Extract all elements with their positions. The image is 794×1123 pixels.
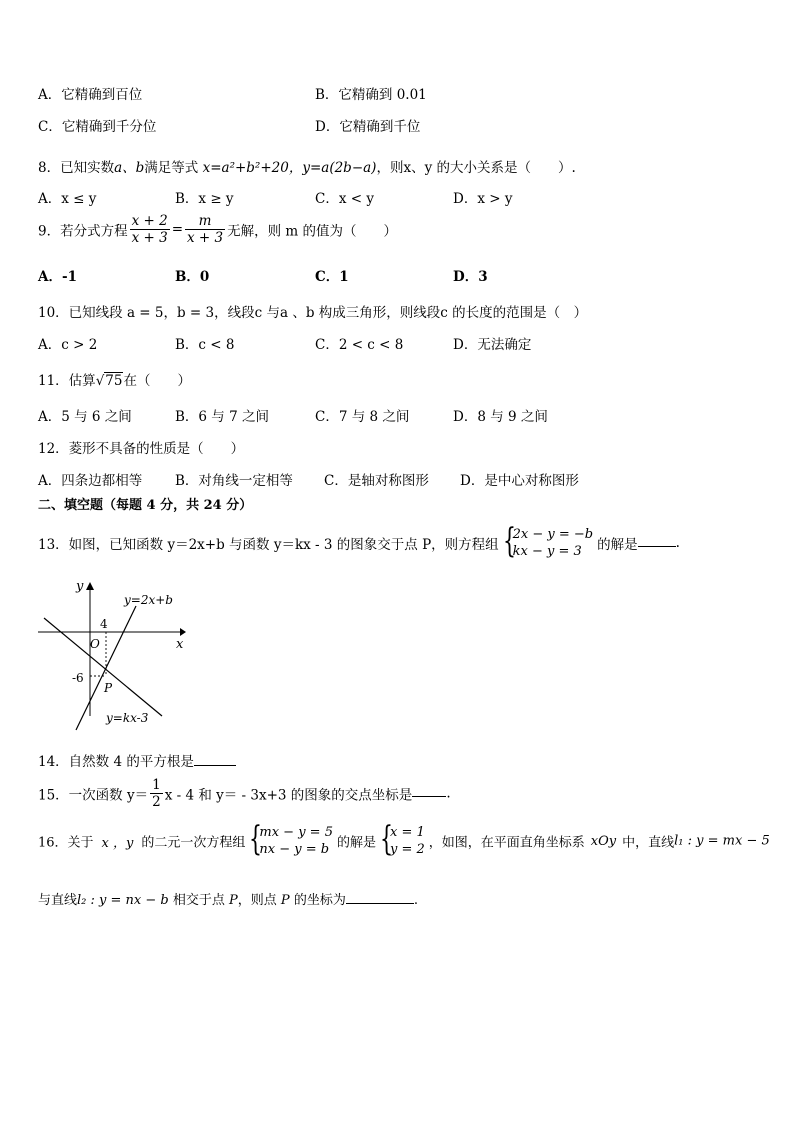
- coordinate-graph: [36, 576, 196, 736]
- q9-fraction-right: $\frac{m}{x + 3}$: [187, 213, 224, 246]
- q8-stem: 8．已知实数a、b满足等式 x=a²+b²+20，y=a(2b−a)，则x、y 的大小关系是（ ）.: [38, 160, 576, 176]
- label-y: y: [76, 579, 84, 594]
- answer-blank: [346, 902, 414, 904]
- q7-option-c: C．它精确到千分位: [38, 119, 157, 135]
- q9-option-a: A．-1: [38, 269, 77, 285]
- q15-stem: 15．一次函数 y＝ $\frac{1}{2}$ x - 4 和 y＝ - 3x+3 的图象的交点坐标是 .: [38, 777, 451, 810]
- label-line-1: y=2x+b: [124, 593, 173, 607]
- label-p: P: [104, 681, 113, 695]
- label-neg6: -6: [72, 671, 84, 685]
- q15-fraction: $\frac{1}{2}$: [152, 777, 161, 810]
- q8-option-a: A．x ≤ y: [38, 191, 97, 207]
- q13-equation-system: { 2x − y = −b kx − y = 3: [502, 521, 594, 561]
- q12-option-b: B．对角线一定相等: [175, 473, 293, 489]
- sqrt-symbol: √75: [95, 373, 123, 389]
- q11-option-d: D．8 与 9 之间: [453, 409, 548, 425]
- answer-blank: [638, 545, 676, 547]
- line-y-kx-3: [44, 618, 162, 716]
- label-x: x: [176, 637, 184, 652]
- q9-fraction-left: $\frac{x + 2}{x + 3}$: [131, 213, 168, 246]
- q13-stem: 13．如图，已知函数 y＝2x+b 与函数 y＝kx - 3 的图象交于点 P，则方程组 { 2x − y = −b kx − y = 3 的解是 .: [38, 521, 680, 561]
- q7-option-d: D．它精确到千位: [315, 119, 421, 135]
- q11-option-b: B．6 与 7 之间: [175, 409, 269, 425]
- q12-stem: 12．菱形不具备的性质是（ ）: [38, 441, 245, 457]
- q14-stem: 14．自然数 4 的平方根是: [38, 750, 236, 770]
- q9-option-c: C．1: [315, 269, 349, 285]
- label-origin: O: [90, 637, 100, 651]
- q11-option-c: C．7 与 8 之间: [315, 409, 410, 425]
- section-title: 二、填空题（每题 4 分，共 24 分）: [38, 498, 253, 513]
- q16-solution-system: { x = 1 y = 2: [379, 819, 425, 859]
- q8-option-d: D．x > y: [453, 191, 513, 207]
- q10-option-d: D．无法确定: [453, 337, 532, 353]
- q8-option-b: B．x ≥ y: [175, 191, 234, 207]
- q12-option-d: D．是中心对称图形: [460, 473, 579, 489]
- answer-blank: [194, 764, 236, 766]
- q12-option-a: A．四条边都相等: [38, 473, 143, 489]
- q9-option-b: B．0: [175, 269, 210, 285]
- label-line-2: y=kx-3: [106, 711, 149, 725]
- q16-stem-line1: 16．关于 x ，y 的二元一次方程组 { mx − y = 5 nx − y = b 的解是 { x = 1 y = 2 ，如图，在平面直角坐标系 xOy 中，直线l₁ : y = mx − 5: [38, 819, 770, 859]
- q10-option-a: A．c > 2: [38, 337, 98, 353]
- q10-option-c: C．2 < c < 8: [315, 337, 404, 353]
- q12-option-c: C．是轴对称图形: [324, 473, 429, 489]
- q11-option-a: A．5 与 6 之间: [38, 409, 132, 425]
- q16-stem-line2: 与直线l₂ : y = nx − b 相交于点 P，则点 P 的坐标为 .: [38, 893, 418, 908]
- q7-option-b: B．它精确到 0.01: [315, 87, 427, 103]
- q10-stem: 10．已知线段 a = 5，b = 3，线段c 与a 、b 构成三角形，则线段c 的长度的范围是（ ）: [38, 305, 588, 321]
- x-axis-arrow: [180, 628, 186, 636]
- q16-equation-system: { mx − y = 5 nx − y = b: [249, 819, 333, 859]
- q9-option-d: D．3: [453, 269, 488, 285]
- label-4: 4: [100, 617, 108, 631]
- answer-blank: [412, 795, 446, 797]
- q11-stem: 11．估算√75在（ ）: [38, 373, 191, 389]
- y-axis-arrow: [86, 582, 94, 590]
- q10-option-b: B．c < 8: [175, 337, 235, 353]
- q8-option-c: C．x < y: [315, 191, 374, 207]
- q7-option-a: A．它精确到百位: [38, 87, 143, 103]
- q9-stem: 9．若分式方程 $\frac{x + 2}{x + 3}$ = $\frac{m}{x + 3}$ 无解，则 m 的值为（ ）: [38, 213, 398, 246]
